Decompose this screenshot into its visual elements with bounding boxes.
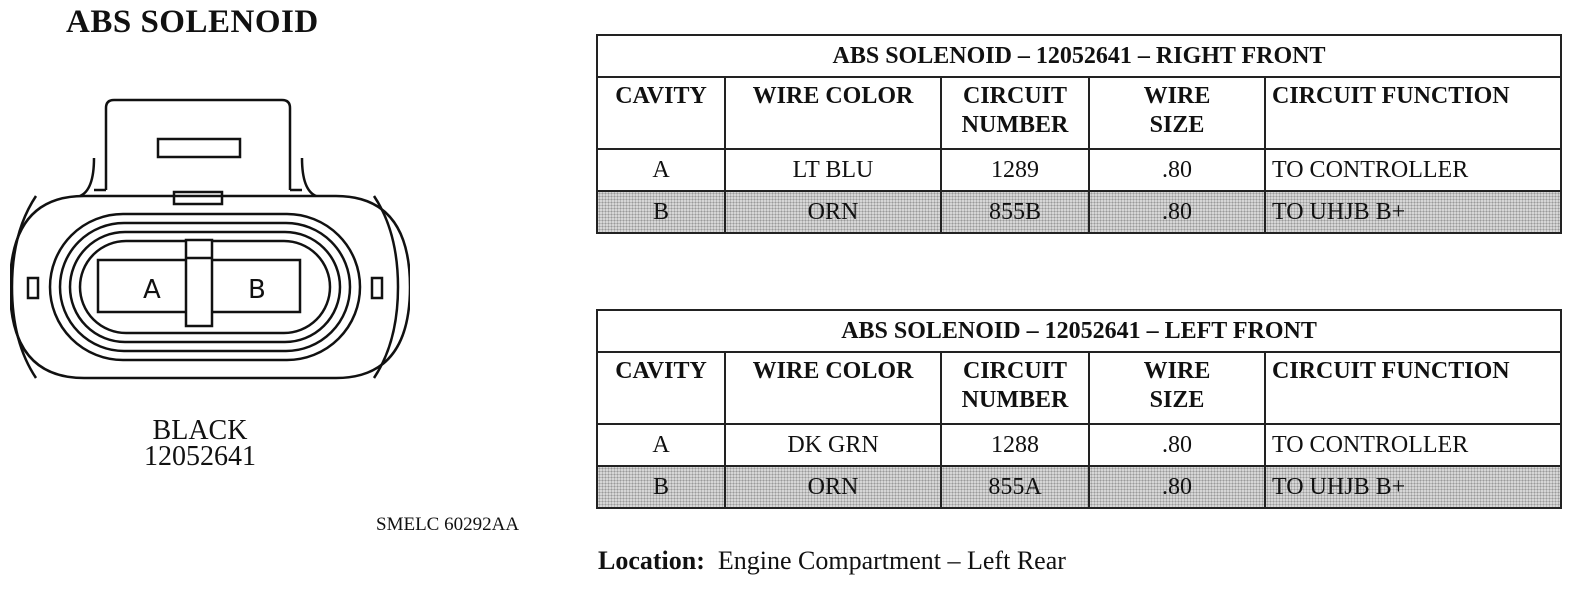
wire-color-cell: LT BLU — [725, 149, 941, 191]
circuit-function-cell: TO CONTROLLER — [1265, 424, 1561, 466]
col-header-wire-color: WIRE COLOR — [725, 352, 941, 424]
wire-color-cell: DK GRN — [725, 424, 941, 466]
cavity-a-label: A — [143, 275, 161, 305]
wire-size-cell: .80 — [1089, 424, 1265, 466]
col-header-circuit-number: CIRCUIT NUMBER — [941, 77, 1089, 149]
circuit-number-cell: 1288 — [941, 424, 1089, 466]
location-note — [598, 546, 1066, 576]
pinout-table-right-front — [596, 34, 1562, 234]
circuit-number-cell: 855B — [941, 191, 1089, 233]
pinout-table-left-front — [596, 309, 1562, 509]
circuit-function-cell: TO CONTROLLER — [1265, 149, 1561, 191]
cavity-b-label: B — [248, 275, 266, 305]
circuit-function-cell: TO UHJB B+ — [1265, 466, 1561, 508]
wire-size-cell: .80 — [1089, 191, 1265, 233]
table-row — [597, 466, 1561, 508]
circuit-number-cell: 1289 — [941, 149, 1089, 191]
header-row — [597, 77, 1561, 149]
col-header-wire-size: WIRE SIZE — [1089, 77, 1265, 149]
col-header-cavity: CAVITY — [597, 77, 725, 149]
cavity-cell: A — [597, 424, 725, 466]
cavity-cell: B — [597, 466, 725, 508]
table-title: ABS SOLENOID – 12052641 – LEFT FRONT — [597, 310, 1561, 352]
location-value: Engine Compartment – Left Rear — [717, 546, 1066, 575]
location-label: Location: — [598, 546, 705, 575]
header-row — [597, 352, 1561, 424]
connector-diagram — [10, 92, 410, 392]
wire-size-cell: .80 — [1089, 149, 1265, 191]
cavity-cell: A — [597, 149, 725, 191]
col-header-wire-size: WIRE SIZE — [1089, 352, 1265, 424]
cavity-cell: B — [597, 191, 725, 233]
table-title: ABS SOLENOID – 12052641 – RIGHT FRONT — [597, 35, 1561, 77]
page-title: ABS SOLENOID — [66, 4, 319, 40]
table-row — [597, 191, 1561, 233]
figure-code: SMELC 60292AA — [376, 514, 520, 535]
wire-color-cell: ORN — [725, 191, 941, 233]
col-header-circuit-function: CIRCUIT FUNCTION — [1265, 77, 1561, 149]
table-row — [597, 149, 1561, 191]
connector-color: BLACK — [152, 415, 248, 446]
col-header-cavity: CAVITY — [597, 352, 725, 424]
connector-part-number: 12052641 — [144, 441, 256, 472]
wire-size-cell: .80 — [1089, 466, 1265, 508]
col-header-circuit-number: CIRCUIT NUMBER — [941, 352, 1089, 424]
wire-color-cell: ORN — [725, 466, 941, 508]
table-row — [597, 424, 1561, 466]
col-header-circuit-function: CIRCUIT FUNCTION — [1265, 352, 1561, 424]
col-header-wire-color: WIRE COLOR — [725, 77, 941, 149]
circuit-number-cell: 855A — [941, 466, 1089, 508]
circuit-function-cell: TO UHJB B+ — [1265, 191, 1561, 233]
